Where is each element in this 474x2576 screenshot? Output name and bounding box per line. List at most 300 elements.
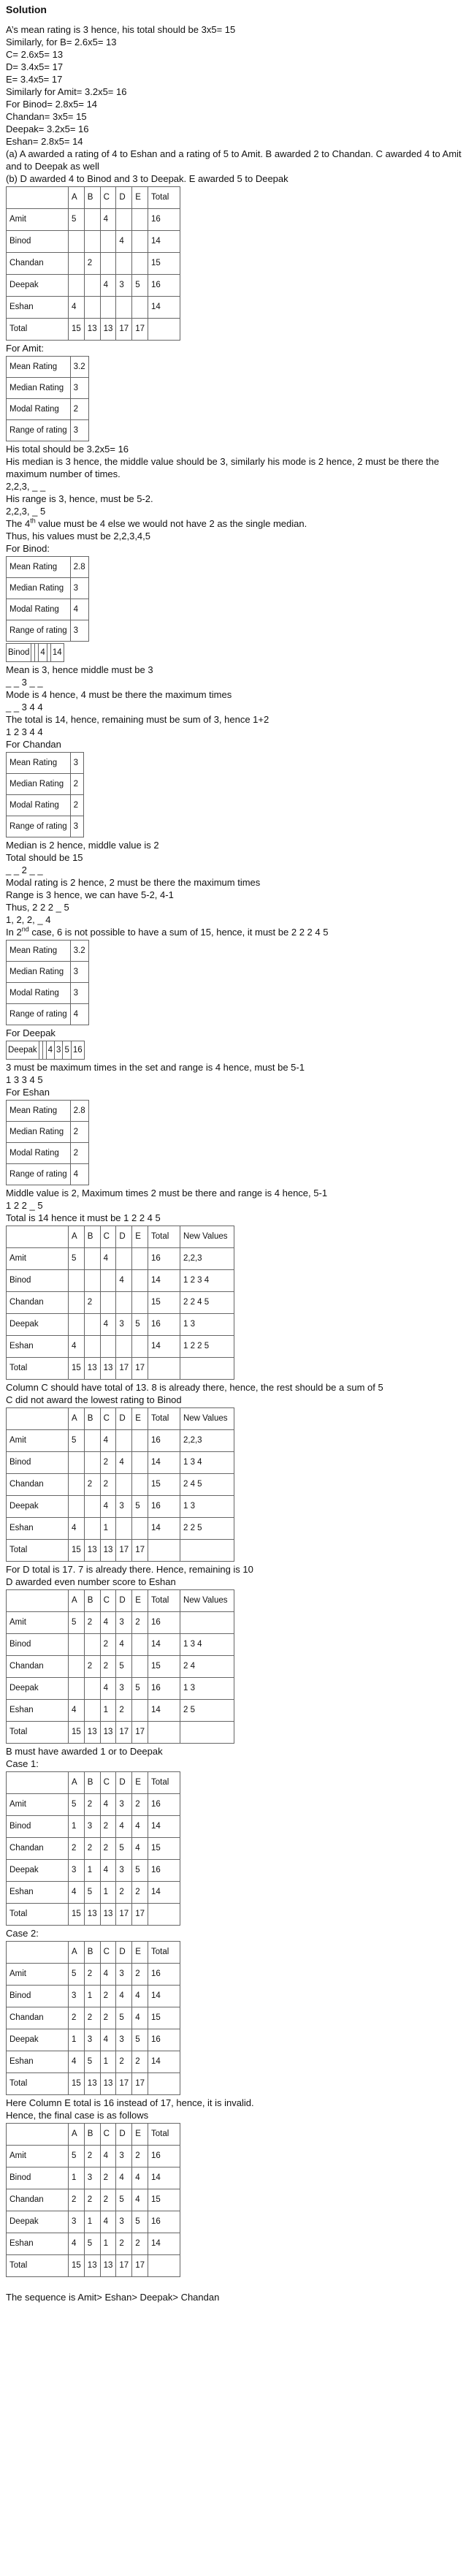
table-cell: A: [69, 2124, 85, 2146]
table-row: [7, 1700, 234, 1722]
table-cell: [132, 1270, 148, 1292]
text-line: B must have awarded 1 or to Deepak: [6, 1746, 163, 1757]
table-cell: C: [100, 187, 116, 209]
table-cell: 2: [116, 1882, 132, 1904]
text-line: For Chandan: [6, 739, 61, 750]
table-cell: 3: [55, 1041, 63, 1060]
table-cell: 4: [116, 1816, 132, 1838]
table-cell: 2: [84, 1612, 100, 1634]
table-cell: 2.8: [70, 1101, 88, 1122]
table-row: [7, 1612, 234, 1634]
table-cell: B: [84, 2124, 100, 2146]
solution-content: [6, 23, 468, 2303]
table-cell: 2: [116, 2233, 132, 2255]
table-cell: 2: [70, 1122, 88, 1143]
text-line: 1 2 3 4 4: [6, 726, 43, 737]
table-cell: Modal Rating: [7, 599, 71, 620]
table-cell: 3: [116, 1314, 132, 1336]
table-cell: Deepak: [7, 1041, 39, 1060]
table-cell: 4: [100, 1860, 116, 1882]
table-cell: 3: [69, 2211, 85, 2233]
table-row: [7, 2189, 180, 2211]
table-cell: 5: [116, 1656, 132, 1678]
table-cell: C: [100, 1408, 116, 1430]
table-cell: 4: [100, 1964, 116, 1986]
table-cell: [69, 1452, 85, 1474]
table-row: [7, 2255, 180, 2277]
table-cell: 1 3: [180, 1496, 234, 1518]
table-row: [7, 2007, 180, 2029]
table-cell: 13: [84, 1722, 100, 1744]
table-cell: 4: [69, 1882, 85, 1904]
table-row: [7, 2073, 180, 2095]
text-line: D= 3.4x5= 17: [6, 61, 64, 72]
table-cell: 1 3: [180, 1314, 234, 1336]
table-cell: [100, 297, 116, 319]
table-cell: 14: [148, 1270, 180, 1292]
table-cell: Deepak: [7, 1496, 69, 1518]
table-cell: Mean Rating: [7, 557, 71, 578]
table-cell: 3: [116, 2211, 132, 2233]
table-cell: 1: [69, 2029, 85, 2051]
table-cell: [148, 1358, 180, 1380]
table-row: [7, 1101, 89, 1122]
table-row: [7, 378, 89, 399]
table-cell: [132, 297, 148, 319]
table-cell: C: [100, 1226, 116, 1248]
table-row: [7, 557, 89, 578]
table-cell: 17: [116, 1904, 132, 1926]
table-cell: [180, 1358, 234, 1380]
table-cell: 5: [132, 275, 148, 297]
text-line: Here Column E total is 16 instead of 17, hence, it is invalid.: [6, 2097, 254, 2108]
table-cell: 2: [132, 1612, 148, 1634]
table-cell: Modal Rating: [7, 795, 71, 816]
table-cell: [84, 275, 100, 297]
table-cell: 4: [116, 231, 132, 253]
table-cell: 3: [70, 378, 88, 399]
table-cell: 15: [148, 1474, 180, 1496]
table-cell: 14: [148, 1336, 180, 1358]
table-cell: Total: [148, 1942, 180, 1964]
table-cell: 4: [100, 209, 116, 231]
table-cell: 3: [116, 2029, 132, 2051]
table-cell: [116, 1430, 132, 1452]
table-cell: 3: [70, 578, 88, 599]
table-row: [7, 1164, 89, 1185]
table-cell: Total: [7, 2255, 69, 2277]
table-row: [7, 2211, 180, 2233]
table-cell: 13: [84, 2073, 100, 2095]
text-line: His total should be 3.2x5= 16: [6, 444, 129, 455]
table-cell: Mean Rating: [7, 1101, 71, 1122]
table-cell: Eshan: [7, 2051, 69, 2073]
text-line: [6, 926, 468, 938]
table-cell: 4: [100, 1314, 116, 1336]
table-row: [7, 399, 89, 420]
table-cell: 4: [100, 1678, 116, 1700]
table-cell: 4: [132, 1838, 148, 1860]
table-cell: 13: [100, 1722, 116, 1744]
table-cell: Total: [7, 2073, 69, 2095]
table-cell: [7, 1590, 69, 1612]
text-line: [6, 517, 468, 530]
table-cell: 2: [84, 1794, 100, 1816]
table-cell: 16: [148, 209, 180, 231]
superscript: th: [30, 517, 36, 525]
stats-table: [6, 356, 89, 441]
table-cell: Median Rating: [7, 378, 71, 399]
table-cell: 16: [71, 1041, 84, 1060]
text-line: C= 2.6x5= 13: [6, 49, 64, 60]
table-cell: 13: [100, 2255, 116, 2277]
table-cell: 4: [100, 275, 116, 297]
table-cell: D: [116, 1226, 132, 1248]
ratings-table: [6, 1589, 234, 1744]
table-cell: Binod: [7, 1452, 69, 1474]
table-cell: D: [116, 2124, 132, 2146]
text-line: His range is 3, hence, must be 5-2.: [6, 493, 153, 504]
table-cell: 2: [70, 795, 83, 816]
table-cell: 15: [69, 1358, 85, 1380]
table-cell: 2: [100, 1634, 116, 1656]
table-cell: 4: [100, 2146, 116, 2167]
table-cell: 17: [132, 2073, 148, 2095]
table-cell: 4: [69, 1518, 85, 1540]
table-cell: 15: [69, 2073, 85, 2095]
table-cell: A: [69, 1408, 85, 1430]
table-cell: Total: [7, 1358, 69, 1380]
table-cell: 16: [148, 2211, 180, 2233]
table-cell: Eshan: [7, 297, 69, 319]
text-span: The 4: [6, 518, 31, 529]
text-line: Range is 3 hence, we can have 5-2, 4-1: [6, 889, 174, 900]
text-line: For D total is 17. 7 is already there. Hence, remaining is 10: [6, 1564, 253, 1575]
table-cell: 16: [148, 1430, 180, 1452]
table-cell: Chandan: [7, 1838, 69, 1860]
table-row: [7, 774, 84, 795]
table-row: [7, 1474, 234, 1496]
text-line: Middle value is 2, Maximum times 2 must be there and range is 4 hence, 5-1: [6, 1188, 328, 1198]
table-cell: 2: [100, 2167, 116, 2189]
table-cell: 3: [116, 1860, 132, 1882]
table-cell: [132, 1336, 148, 1358]
table-cell: 4: [116, 1270, 132, 1292]
table-cell: Total: [148, 2124, 180, 2146]
table-cell: Amit: [7, 1964, 69, 1986]
table-row: [7, 420, 89, 441]
table-cell: [7, 1408, 69, 1430]
ratings-table: [6, 1407, 234, 1562]
table-cell: B: [84, 187, 100, 209]
table-cell: [84, 1336, 100, 1358]
table-cell: 14: [148, 231, 180, 253]
table-cell: [7, 1226, 69, 1248]
table-cell: 17: [116, 2255, 132, 2277]
table-cell: Total: [148, 1590, 180, 1612]
table-row: [7, 1882, 180, 1904]
table-cell: [132, 1518, 148, 1540]
text-span: case, 6 is not possible to have a sum of 15, hence, it must be 2 2 2 4 5: [28, 927, 329, 938]
table-cell: D: [116, 1772, 132, 1794]
table-cell: [7, 2124, 69, 2146]
table-cell: 3: [70, 816, 83, 837]
table-cell: Binod: [7, 1816, 69, 1838]
text-line: Case 2:: [6, 1928, 39, 1939]
table-cell: [69, 253, 85, 275]
table-cell: 5: [116, 2189, 132, 2211]
table-cell: 16: [148, 2029, 180, 2051]
table-cell: Binod: [7, 2167, 69, 2189]
table-cell: 4: [132, 2189, 148, 2211]
text-line: _ _ 3 4 4: [6, 702, 43, 713]
text-line: 2,2,3, _ _: [6, 481, 46, 492]
table-cell: 3: [70, 620, 88, 642]
table-cell: 14: [148, 297, 180, 319]
table-cell: E: [132, 2124, 148, 2146]
table-cell: Amit: [7, 209, 69, 231]
table-row: [7, 1540, 234, 1562]
table-cell: Total: [7, 1722, 69, 1744]
table-row: [7, 1248, 234, 1270]
table-row: [7, 1838, 180, 1860]
superscript: nd: [21, 925, 29, 933]
table-row: [7, 2124, 180, 2146]
table-cell: 1: [100, 2233, 116, 2255]
table-cell: 2,2,3: [180, 1248, 234, 1270]
table-cell: Chandan: [7, 2007, 69, 2029]
table-cell: 3.2: [70, 357, 88, 378]
table-cell: 2: [100, 1816, 116, 1838]
table-cell: Deepak: [7, 2211, 69, 2233]
table-cell: Mean Rating: [7, 357, 71, 378]
table-cell: 16: [148, 1678, 180, 1700]
table-cell: Deepak: [7, 1860, 69, 1882]
table-cell: 3: [70, 983, 88, 1004]
table-cell: 5: [84, 2233, 100, 2255]
table-cell: [84, 1634, 100, 1656]
table-row: [7, 1041, 85, 1060]
table-cell: 13: [100, 1358, 116, 1380]
table-cell: [180, 1612, 234, 1634]
table-cell: [84, 1248, 100, 1270]
table-cell: 2: [132, 2233, 148, 2255]
table-cell: [100, 253, 116, 275]
table-cell: [148, 2255, 180, 2277]
table-cell: A: [69, 1226, 85, 1248]
table-cell: 13: [84, 1540, 100, 1562]
table-row: [7, 357, 89, 378]
table-cell: 13: [84, 2255, 100, 2277]
table-cell: 2: [70, 399, 88, 420]
text-line: Thus, 2 2 2 _ 5: [6, 902, 69, 913]
table-row: [7, 1590, 234, 1612]
table-cell: [7, 187, 69, 209]
table-row: [7, 795, 84, 816]
table-cell: 17: [116, 319, 132, 341]
table-cell: Median Rating: [7, 962, 71, 983]
table-cell: 5: [116, 2007, 132, 2029]
table-cell: 3: [70, 962, 88, 983]
table-cell: Range of rating: [7, 420, 71, 441]
ratings-table: [6, 186, 180, 341]
table-row: [7, 1518, 234, 1540]
table-row: [7, 1408, 234, 1430]
table-cell: 2: [84, 1474, 100, 1496]
table-cell: D: [116, 1590, 132, 1612]
table-cell: Eshan: [7, 1882, 69, 1904]
table-cell: Chandan: [7, 1656, 69, 1678]
table-row: [7, 1314, 234, 1336]
table-cell: 5: [84, 1882, 100, 1904]
table-cell: 2: [84, 253, 100, 275]
table-cell: 14: [148, 2233, 180, 2255]
table-cell: 4: [116, 1986, 132, 2007]
table-cell: [69, 1656, 85, 1678]
table-cell: 2: [69, 1838, 85, 1860]
text-line: Thus, his values must be 2,2,3,4,5: [6, 531, 150, 542]
table-cell: [84, 297, 100, 319]
table-row: [7, 599, 89, 620]
table-cell: 14: [148, 1634, 180, 1656]
table-cell: [100, 1336, 116, 1358]
table-cell: 2: [69, 2189, 85, 2211]
text-line: Column C should have total of 13. 8 is already there, hence, the rest should be a sum of 5: [6, 1382, 383, 1393]
table-cell: 3: [84, 1816, 100, 1838]
table-row: [7, 253, 180, 275]
table-row: [7, 1964, 180, 1986]
table-cell: New Values: [180, 1226, 234, 1248]
table-cell: 4: [116, 1452, 132, 1474]
table-cell: 4: [100, 2211, 116, 2233]
text-line: (b) D awarded 4 to Binod and 3 to Deepak. E awarded 5 to Deepak: [6, 173, 288, 184]
table-cell: [132, 1430, 148, 1452]
table-cell: Amit: [7, 1612, 69, 1634]
table-cell: 2: [100, 1474, 116, 1496]
table-cell: Binod: [7, 231, 69, 253]
table-cell: 5: [84, 2051, 100, 2073]
table-cell: 3: [70, 420, 88, 441]
table-cell: 15: [69, 319, 85, 341]
table-cell: 16: [148, 1496, 180, 1518]
table-cell: 4: [132, 2167, 148, 2189]
table-row: [7, 644, 64, 662]
table-cell: 2: [132, 1964, 148, 1986]
table-cell: 15: [148, 2007, 180, 2029]
table-cell: 4: [132, 1816, 148, 1838]
table-cell: 2,2,3: [180, 1430, 234, 1452]
table-cell: [132, 1292, 148, 1314]
table-cell: 2: [84, 2146, 100, 2167]
text-line: Mean is 3, hence middle must be 3: [6, 664, 153, 675]
table-cell: 2: [132, 2051, 148, 2073]
table-row: [7, 187, 180, 209]
table-cell: 5: [132, 2211, 148, 2233]
table-cell: 2: [100, 1986, 116, 2007]
table-cell: 2: [69, 2007, 85, 2029]
table-cell: [100, 231, 116, 253]
table-cell: [69, 1634, 85, 1656]
table-cell: 17: [132, 1904, 148, 1926]
table-row: [7, 1904, 180, 1926]
table-row: [7, 1452, 234, 1474]
table-row: [7, 2029, 180, 2051]
table-cell: 15: [148, 253, 180, 275]
text-line: Deepak= 3.2x5= 16: [6, 124, 89, 134]
table-cell: 4: [116, 1634, 132, 1656]
table-row: [7, 1004, 89, 1025]
table-cell: 2: [116, 2051, 132, 2073]
table-cell: 3: [69, 1860, 85, 1882]
table-cell: 13: [100, 1540, 116, 1562]
table-cell: 14: [148, 1816, 180, 1838]
table-cell: Mean Rating: [7, 753, 71, 774]
table-cell: 2: [100, 2189, 116, 2211]
table-cell: [132, 1474, 148, 1496]
table-cell: [148, 1540, 180, 1562]
table-cell: Range of rating: [7, 816, 71, 837]
table-cell: [69, 1678, 85, 1700]
table-cell: 17: [116, 2073, 132, 2095]
table-cell: Amit: [7, 1248, 69, 1270]
table-row: [7, 231, 180, 253]
table-cell: [132, 1452, 148, 1474]
table-cell: B: [84, 1590, 100, 1612]
table-row: [7, 2051, 180, 2073]
table-cell: 2 4: [180, 1656, 234, 1678]
table-cell: Median Rating: [7, 578, 71, 599]
table-row: [7, 578, 89, 599]
table-row: [7, 1986, 180, 2007]
table-cell: [69, 1496, 85, 1518]
table-cell: Mean Rating: [7, 941, 71, 962]
table-cell: 2: [116, 1700, 132, 1722]
table-cell: [132, 253, 148, 275]
table-cell: Chandan: [7, 1292, 69, 1314]
text-span: In 2: [6, 927, 22, 938]
table-row: [7, 753, 84, 774]
table-cell: 4: [100, 1248, 116, 1270]
table-cell: 16: [148, 1860, 180, 1882]
table-cell: D: [116, 1942, 132, 1964]
text-line: A’s mean rating is 3 hence, his total should be 3x5= 15: [6, 24, 236, 35]
table-cell: [148, 319, 180, 341]
table-cell: 15: [69, 1904, 85, 1926]
table-cell: 4: [69, 297, 85, 319]
table-cell: 2.8: [70, 557, 88, 578]
table-cell: 2 5: [180, 1700, 234, 1722]
table-cell: [116, 1336, 132, 1358]
table-cell: 5: [132, 1314, 148, 1336]
table-cell: E: [132, 1772, 148, 1794]
table-cell: [148, 1904, 180, 1926]
text-line: Hence, the final case is as follows: [6, 2110, 149, 2121]
table-cell: Modal Rating: [7, 399, 71, 420]
table-cell: 5: [132, 1860, 148, 1882]
table-cell: 3: [69, 1986, 85, 2007]
table-row: [7, 1143, 89, 1164]
table-row: [7, 297, 180, 319]
table-cell: 17: [116, 1722, 132, 1744]
table-cell: [116, 209, 132, 231]
table-cell: Modal Rating: [7, 983, 71, 1004]
table-cell: 17: [116, 1540, 132, 1562]
table-cell: 17: [132, 1722, 148, 1744]
table-row: [7, 962, 89, 983]
text-line: 3 must be maximum times in the set and range is 4 hence, must be 5-1: [6, 1062, 305, 1073]
table-cell: 17: [116, 1358, 132, 1380]
stats-table: [6, 1100, 89, 1185]
